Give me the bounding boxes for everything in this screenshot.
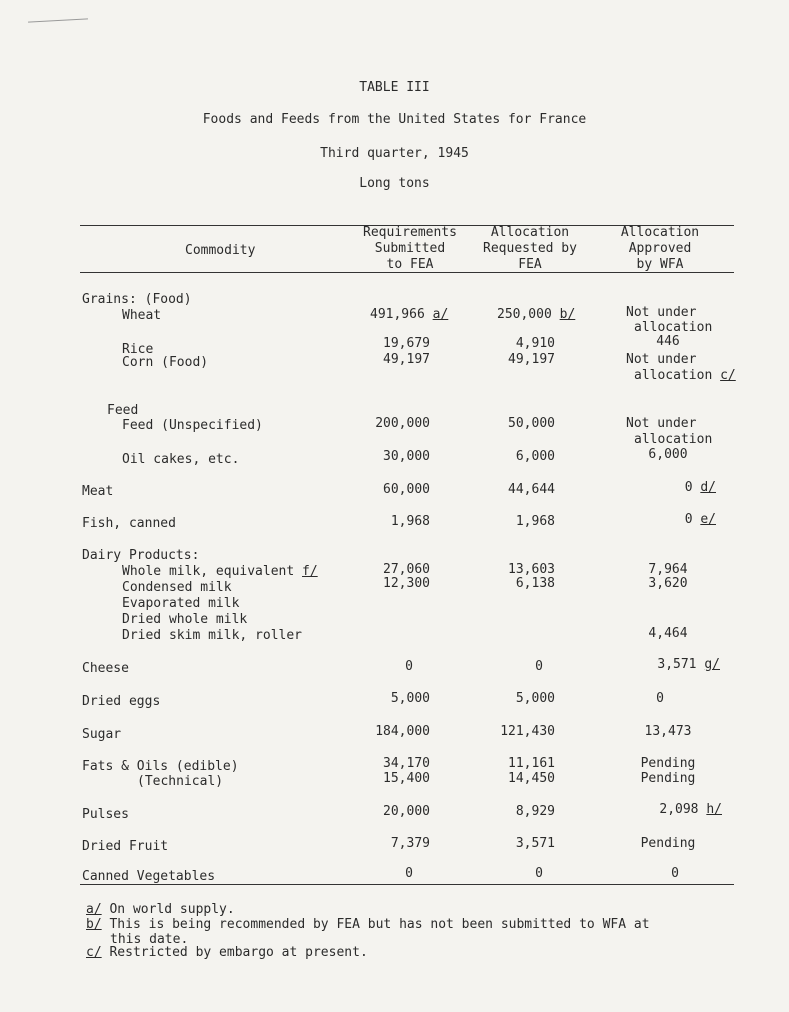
row-label-eggs: Dried eggs xyxy=(82,694,161,709)
cell-feed-req: 200,000 xyxy=(375,416,430,431)
cell-sugar-req: 184,000 xyxy=(375,724,430,739)
row-label-fruit: Dried Fruit xyxy=(82,839,169,854)
cell-oil-cakes-appr: 6,000 xyxy=(648,447,688,462)
row-label-fats: Fats & Oils (edible) xyxy=(82,759,239,774)
cell-technical-alloc: 14,450 xyxy=(508,771,555,786)
section-grains: Grains: (Food) xyxy=(82,292,192,307)
cell-dried-skim-appr: 4,464 xyxy=(648,626,688,641)
row-label-sugar: Sugar xyxy=(82,727,122,742)
header-requirements-1: Requirements xyxy=(363,225,457,240)
cell-cheese-req: 0 xyxy=(405,659,413,674)
header-requested-1: Allocation xyxy=(490,225,570,240)
cell-fats-req: 34,170 xyxy=(383,756,430,771)
cell-meat-req: 60,000 xyxy=(383,482,430,497)
section-dairy: Dairy Products: xyxy=(82,548,200,563)
cell-eggs-alloc: 5,000 xyxy=(515,691,555,706)
cell-fish-req: 1,968 xyxy=(390,514,430,529)
row-label-dried-skim: Dried skim milk, roller xyxy=(122,628,303,643)
cell-rice-alloc: 4,910 xyxy=(515,336,555,351)
cell-rice-appr: 446 xyxy=(656,334,680,349)
cell-feed-appr-2: allocation xyxy=(634,432,713,447)
cell-veg-appr: 0 xyxy=(671,866,679,881)
footnote-b: b/ This is being recommended by FEA but has not been submitted to WFA at xyxy=(86,917,650,932)
table-bottom-rule xyxy=(80,884,734,885)
cell-wheat-alloc: 250,000 b/ xyxy=(497,307,576,322)
cell-meat-alloc: 44,644 xyxy=(508,482,555,497)
cell-fruit-alloc: 3,571 xyxy=(515,836,555,851)
cell-wheat-appr-2: allocation xyxy=(634,320,713,335)
row-label-wheat: Wheat xyxy=(122,308,162,323)
cell-cheese-appr: 3,571 g/ xyxy=(657,657,720,672)
cell-feed-alloc: 50,000 xyxy=(508,416,555,431)
table-units: Long tons xyxy=(359,176,430,191)
table-title: TABLE III xyxy=(359,80,430,95)
row-label-meat: Meat xyxy=(82,484,114,499)
table-subtitle: Foods and Feeds from the United States for France xyxy=(202,112,587,127)
cell-oil-cakes-alloc: 6,000 xyxy=(515,449,555,464)
cell-whole-milk-req: 27,060 xyxy=(383,562,430,577)
cell-fruit-appr: Pending xyxy=(640,836,696,851)
header-approved-1: Allocation xyxy=(620,225,700,240)
cell-oil-cakes-req: 30,000 xyxy=(383,449,430,464)
cell-eggs-req: 5,000 xyxy=(390,691,430,706)
section-feed: Feed xyxy=(107,403,139,418)
footnote-c: c/ Restricted by embargo at present. xyxy=(86,945,368,960)
cell-veg-alloc: 0 xyxy=(535,866,543,881)
cell-corn-req: 49,197 xyxy=(383,352,430,367)
cell-pulses-req: 20,000 xyxy=(383,804,430,819)
row-label-whole-milk: Whole milk, equivalent f/ xyxy=(122,564,318,579)
cell-condensed-alloc: 6,138 xyxy=(515,576,555,591)
cell-fish-alloc: 1,968 xyxy=(515,514,555,529)
header-approved-3: by WFA xyxy=(636,257,684,272)
cell-corn-appr-1: Not under xyxy=(626,352,697,367)
row-label-dried-whole: Dried whole milk xyxy=(122,612,248,627)
cell-rice-req: 19,679 xyxy=(383,336,430,351)
cell-whole-milk-appr: 7,964 xyxy=(648,562,688,577)
row-label-veg: Canned Vegetables xyxy=(82,869,216,884)
footnote-a: a/ On world supply. xyxy=(86,902,235,917)
header-requirements-2: Submitted xyxy=(374,241,446,256)
cell-technical-appr: Pending xyxy=(640,771,696,786)
header-requirements-3: to FEA xyxy=(386,257,434,272)
cell-technical-req: 15,400 xyxy=(383,771,430,786)
cell-fruit-req: 7,379 xyxy=(390,836,430,851)
cell-condensed-appr: 3,620 xyxy=(648,576,688,591)
cell-cheese-alloc: 0 xyxy=(535,659,543,674)
cell-eggs-appr: 0 xyxy=(656,691,664,706)
row-label-evaporated: Evaporated milk xyxy=(122,596,240,611)
cell-sugar-appr: 13,473 xyxy=(644,724,692,739)
row-label-cheese: Cheese xyxy=(82,661,129,676)
cell-pulses-alloc: 8,929 xyxy=(515,804,555,819)
cell-wheat-appr-1: Not under xyxy=(626,305,697,320)
pencil-mark xyxy=(28,18,88,22)
cell-fats-alloc: 11,161 xyxy=(508,756,555,771)
header-approved-2: Approved xyxy=(628,241,692,256)
cell-feed-appr-1: Not under xyxy=(626,416,697,431)
cell-fats-appr: Pending xyxy=(640,756,696,771)
header-commodity: Commodity xyxy=(185,243,256,258)
header-requested-3: FEA xyxy=(518,257,542,272)
footnote-b-continued: this date. xyxy=(110,932,189,947)
cell-condensed-req: 12,300 xyxy=(383,576,430,591)
table-period: Third quarter, 1945 xyxy=(320,146,469,161)
cell-whole-milk-alloc: 13,603 xyxy=(508,562,555,577)
cell-pulses-appr: 2,098 h/ xyxy=(659,802,722,817)
row-label-feed-unspecified: Feed (Unspecified) xyxy=(122,418,263,433)
cell-wheat-req: 491,966 a/ xyxy=(370,307,449,322)
cell-corn-appr-2: allocation c/ xyxy=(634,368,736,383)
cell-veg-req: 0 xyxy=(405,866,413,881)
row-label-fish: Fish, canned xyxy=(82,516,176,531)
row-label-technical: (Technical) xyxy=(137,774,224,789)
cell-meat-appr: 0 d/ xyxy=(684,480,716,495)
row-label-pulses: Pulses xyxy=(82,807,129,822)
cell-corn-alloc: 49,197 xyxy=(508,352,555,367)
row-label-condensed: Condensed milk xyxy=(122,580,232,595)
row-label-rice: Rice xyxy=(122,342,154,357)
header-requested-2: Requested by xyxy=(483,241,577,256)
cell-fish-appr: 0 e/ xyxy=(684,512,716,527)
cell-sugar-alloc: 121,430 xyxy=(500,724,555,739)
row-label-corn: Corn (Food) xyxy=(122,355,209,370)
row-label-oil-cakes: Oil cakes, etc. xyxy=(122,452,240,467)
